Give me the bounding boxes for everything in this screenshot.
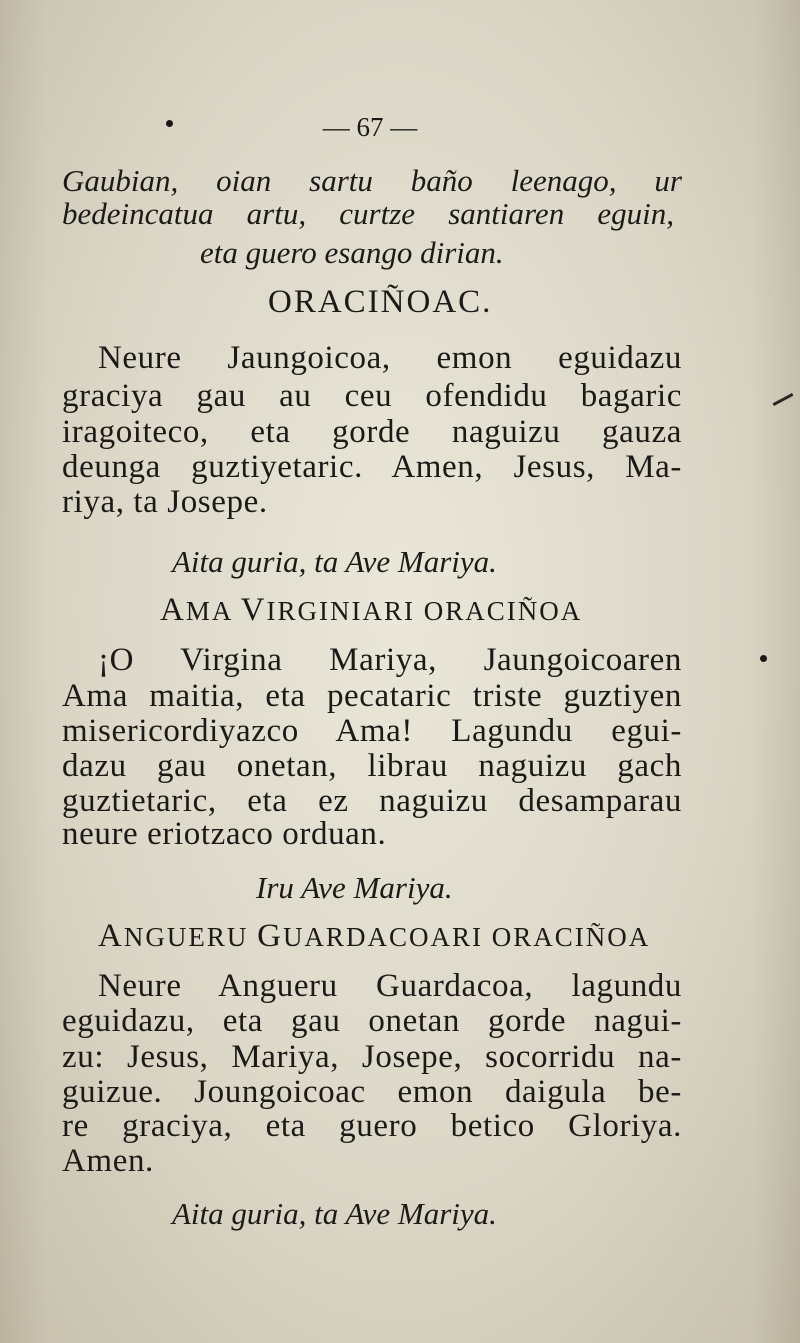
rubric-3: Aita guria, ta Ave Mariya. [172, 1196, 497, 1231]
ink-speck [760, 655, 767, 662]
prayer2-line-6: neure eriotzaco orduan. [62, 816, 387, 852]
prayer1-line-5: riya, ta Josepe. [62, 484, 268, 520]
prayer3-line-4: guizue. Joungoicoac emon daigula be- [62, 1074, 682, 1110]
rubric-2: Iru Ave Mariya. [256, 870, 453, 905]
rubric-1: Aita guria, ta Ave Mariya. [172, 544, 497, 579]
prayer1-line-1: Neure Jaungoicoa, emon eguidazu [98, 340, 682, 376]
intro-line-3: eta guero esango dirian. [200, 235, 504, 270]
prayer3-line-6: Amen. [62, 1143, 154, 1179]
prayer2-line-1: ¡O Virgina Mariya, Jaungoicoaren [98, 642, 682, 678]
prayer3-line-1: Neure Angueru Guardacoa, lagundu [98, 968, 682, 1004]
heading-virgin-prayer: AMA VIRGINIARI ORACIÑOA [160, 592, 583, 628]
prayer1-line-2: graciya gau au ceu ofendidu bagaric [62, 378, 682, 414]
prayer1-line-3: iragoiteco, eta gorde naguizu gauza [62, 414, 682, 450]
prayer3-line-2: eguidazu, eta gau onetan gorde nagui- [62, 1003, 682, 1039]
prayer3-line-3: zu: Jesus, Mariya, Josepe, socorridu na- [62, 1039, 682, 1075]
ink-mark [773, 393, 794, 406]
prayer1-line-4: deunga guztiyetaric. Amen, Jesus, Ma- [62, 449, 682, 485]
prayer2-line-5: guztietaric, eta ez naguizu desamparau [62, 783, 682, 819]
prayer2-line-2: Ama maitia, eta pecataric triste guztiyen [62, 678, 682, 714]
heading-angel-prayer: ANGUERU GUARDACOARI ORACIÑOA [98, 918, 651, 954]
intro-line-1: Gaubian, oian sartu baño leenago, ur [62, 163, 682, 198]
page-number: — 67 — [322, 112, 418, 142]
prayer2-line-4: dazu gau onetan, librau naguizu gach [62, 748, 682, 784]
intro-line-2: bedeincatua artu, curtze santiaren eguin, [62, 196, 674, 231]
prayer3-line-5: re graciya, eta guero betico Gloriya. [62, 1108, 682, 1144]
section-heading: ORACIÑOAC. [268, 284, 493, 320]
prayer2-line-3: misericordiyazco Ama! Lagundu egui- [62, 713, 682, 749]
